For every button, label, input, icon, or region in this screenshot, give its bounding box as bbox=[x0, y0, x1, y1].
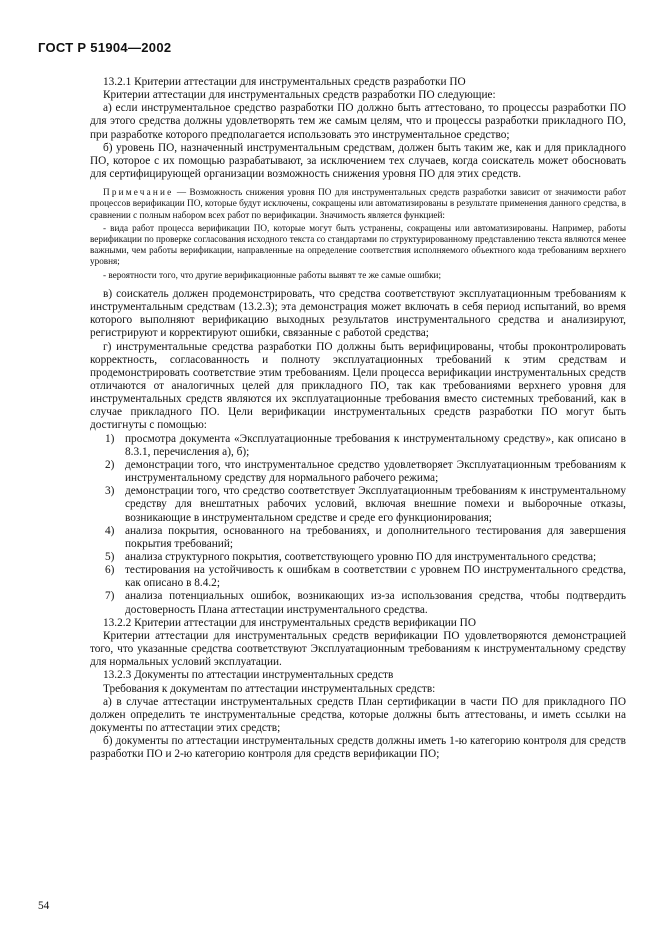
criteria-item-a: а) если инструментальное средство разработки ПО должно быть аттестовано, то процессы разработки ПО для этого средства должны удовлетворять тем же самым целям, что и процессы разработки прикладного ПО, при разработке которого предполагается использовать это инструментальное средство; bbox=[90, 102, 626, 141]
verification-methods-list bbox=[90, 433, 626, 617]
section-13-2-2-heading: 13.2.2 Критерии аттестации для инструментальных средств верификации ПО bbox=[103, 616, 476, 629]
note-bullet: - вида работ процесса верификации ПО, которые могут быть устранены, сокращены или автоматизированы. Например, работы верификации по проверке согласования исходного текста со стандартами по структурированному представлению текста являются менее важными, чем работы верификации, направленные на определение соответствия исполняемого объектного кода требованиям верхнего уровня; bbox=[90, 222, 626, 267]
list-item-number: 3) bbox=[105, 485, 115, 498]
list-item-text: просмотра документа «Эксплуатационные требования к инструментальному средству», как описано в 8.3.1, перечисления а), б); bbox=[125, 432, 626, 458]
criteria-item-g: г) инструментальные средства разработки ПО должны быть верифицированы, чтобы проконтролировать корректность, согласованность и полноту эксплуатационных требований к этим средствам и продемонстрировать соответствие этим требованиям. Цели процесса верификации инструментальных средств отличаются от аналогичных целей для прикладного ПО, так как требованиями верхнего уровня для инструментальных средств являются их эксплуатационные требования вместо системных требований, как в случае прикладного ПО. Цели верификации инструментальных средств разработки ПО могут быть достигнуты с помощью: bbox=[90, 340, 626, 432]
list-item-number: 5) bbox=[105, 551, 115, 563]
note-bullet: - вероятности того, что другие верификационные работы выявят те же самые ошибки; bbox=[103, 269, 441, 280]
list-item-text: демонстрации того, что инструментальное средство удовлетворяет Эксплуатационным требованиям к инструментальному средству для нормального рабочего режима; bbox=[125, 458, 626, 485]
criteria-item-b: б) уровень ПО, назначенный инструментальным средствам, должен быть таким же, как и для прикладного ПО, которое с их помощью разрабатывают, за исключением тех случаев, когда соискатель может обосновать для сертифицирующей организации возможность снижения уровня ПО для этих средств. bbox=[90, 141, 626, 181]
section-13-2-2-text: Критерии аттестации для инструментальных средств верификации ПО удовлетворяются демонстрацией того, что указанные средства соответствуют Эксплуатационным требованиям к инструментальному средству для нормальных условий эксплуатации. bbox=[90, 629, 626, 669]
note-label: Примечание bbox=[103, 187, 174, 198]
list-item bbox=[105, 433, 626, 459]
note-text: Возможность снижения уровня ПО для инструментальных средств разработки зависит от значимости работ процессов верификации ПО, которые будут исключены, сокращены или автоматизированы в результате применения данного средства, в сравнении с полным набором всех работ по верификации. Значимость является функцией: bbox=[90, 187, 626, 220]
list-item-number: 2) bbox=[105, 458, 115, 471]
list-item-text: анализа структурного покрытия, соответствующего уровню ПО для инструментального средства; bbox=[125, 551, 597, 563]
list-item bbox=[105, 551, 626, 564]
list-item bbox=[105, 485, 626, 524]
list-item-text: тестирования на устойчивость к ошибкам в соответствии с уровнем ПО инструментального средства, как описано в 8.4.2; bbox=[125, 564, 626, 590]
list-item bbox=[105, 590, 626, 616]
documents-item-b: б) документы по аттестации инструментальных средств должны иметь 1-ю категорию контроля для средств разработки ПО и 2-ю категорию контроля для средств верификации ПО; bbox=[90, 735, 626, 761]
note-paragraph bbox=[90, 187, 626, 221]
list-item-number: 7) bbox=[105, 590, 115, 603]
list-item bbox=[105, 525, 626, 551]
document-header: ГОСТ Р 51904—2002 bbox=[38, 40, 172, 55]
documents-item-a: а) в случае аттестации инструментальных средств План сертификации в части ПО для прикладного ПО должен определить те инструментальные средства, которые должны быть аттестованы, и иметь ссылки на документы по аттестации этих средств; bbox=[90, 695, 626, 735]
section-13-2-1-heading: 13.2.1 Критерии аттестации для инструментальных средств разработки ПО bbox=[103, 76, 466, 88]
section-13-2-3-intro: Требования к документам по аттестации инструментальных средств: bbox=[103, 682, 436, 695]
list-item-number: 6) bbox=[105, 564, 115, 577]
page-content bbox=[90, 76, 626, 762]
list-item-number: 1) bbox=[105, 432, 115, 445]
note-dash: — bbox=[173, 187, 190, 198]
page-number: 54 bbox=[38, 900, 50, 912]
list-item-number: 4) bbox=[105, 524, 115, 537]
section-13-2-3-heading: 13.2.3 Документы по аттестации инструментальных средств bbox=[103, 669, 394, 682]
list-item-text: анализа покрытия, основанного на требованиях, и дополнительного тестирования для завершения покрытия требований; bbox=[125, 524, 626, 550]
list-item bbox=[105, 564, 626, 590]
section-13-2-1-intro: Критерии аттестации для инструментальных средств разработки ПО следующие: bbox=[103, 89, 496, 102]
list-item-text: анализа потенциальных ошибок, возникающих из-за использования средства, чтобы подтвердить достоверность Плана аттестации инструментального средства. bbox=[125, 590, 626, 616]
list-item-text: демонстрации того, что средство соответствует Эксплуатационным требованиям к инструментальному средству для внештатных рабочих условий, включая внешние помехи и выборочные отказы, возникающие в инструментальном средстве и среде его функционирования; bbox=[125, 485, 626, 524]
list-item bbox=[105, 459, 626, 485]
criteria-item-v: в) соискатель должен продемонстрировать, что средства соответствуют эксплуатационным требованиям к инструментальным средствам (13.2.3); эта демонстрация может включать в себя период испытаний, во время которого выполняют верификацию выходных результатов инструментального средства и анализируют, регистрируют и корректируют ошибки, связанные с работой средства; bbox=[90, 287, 626, 340]
